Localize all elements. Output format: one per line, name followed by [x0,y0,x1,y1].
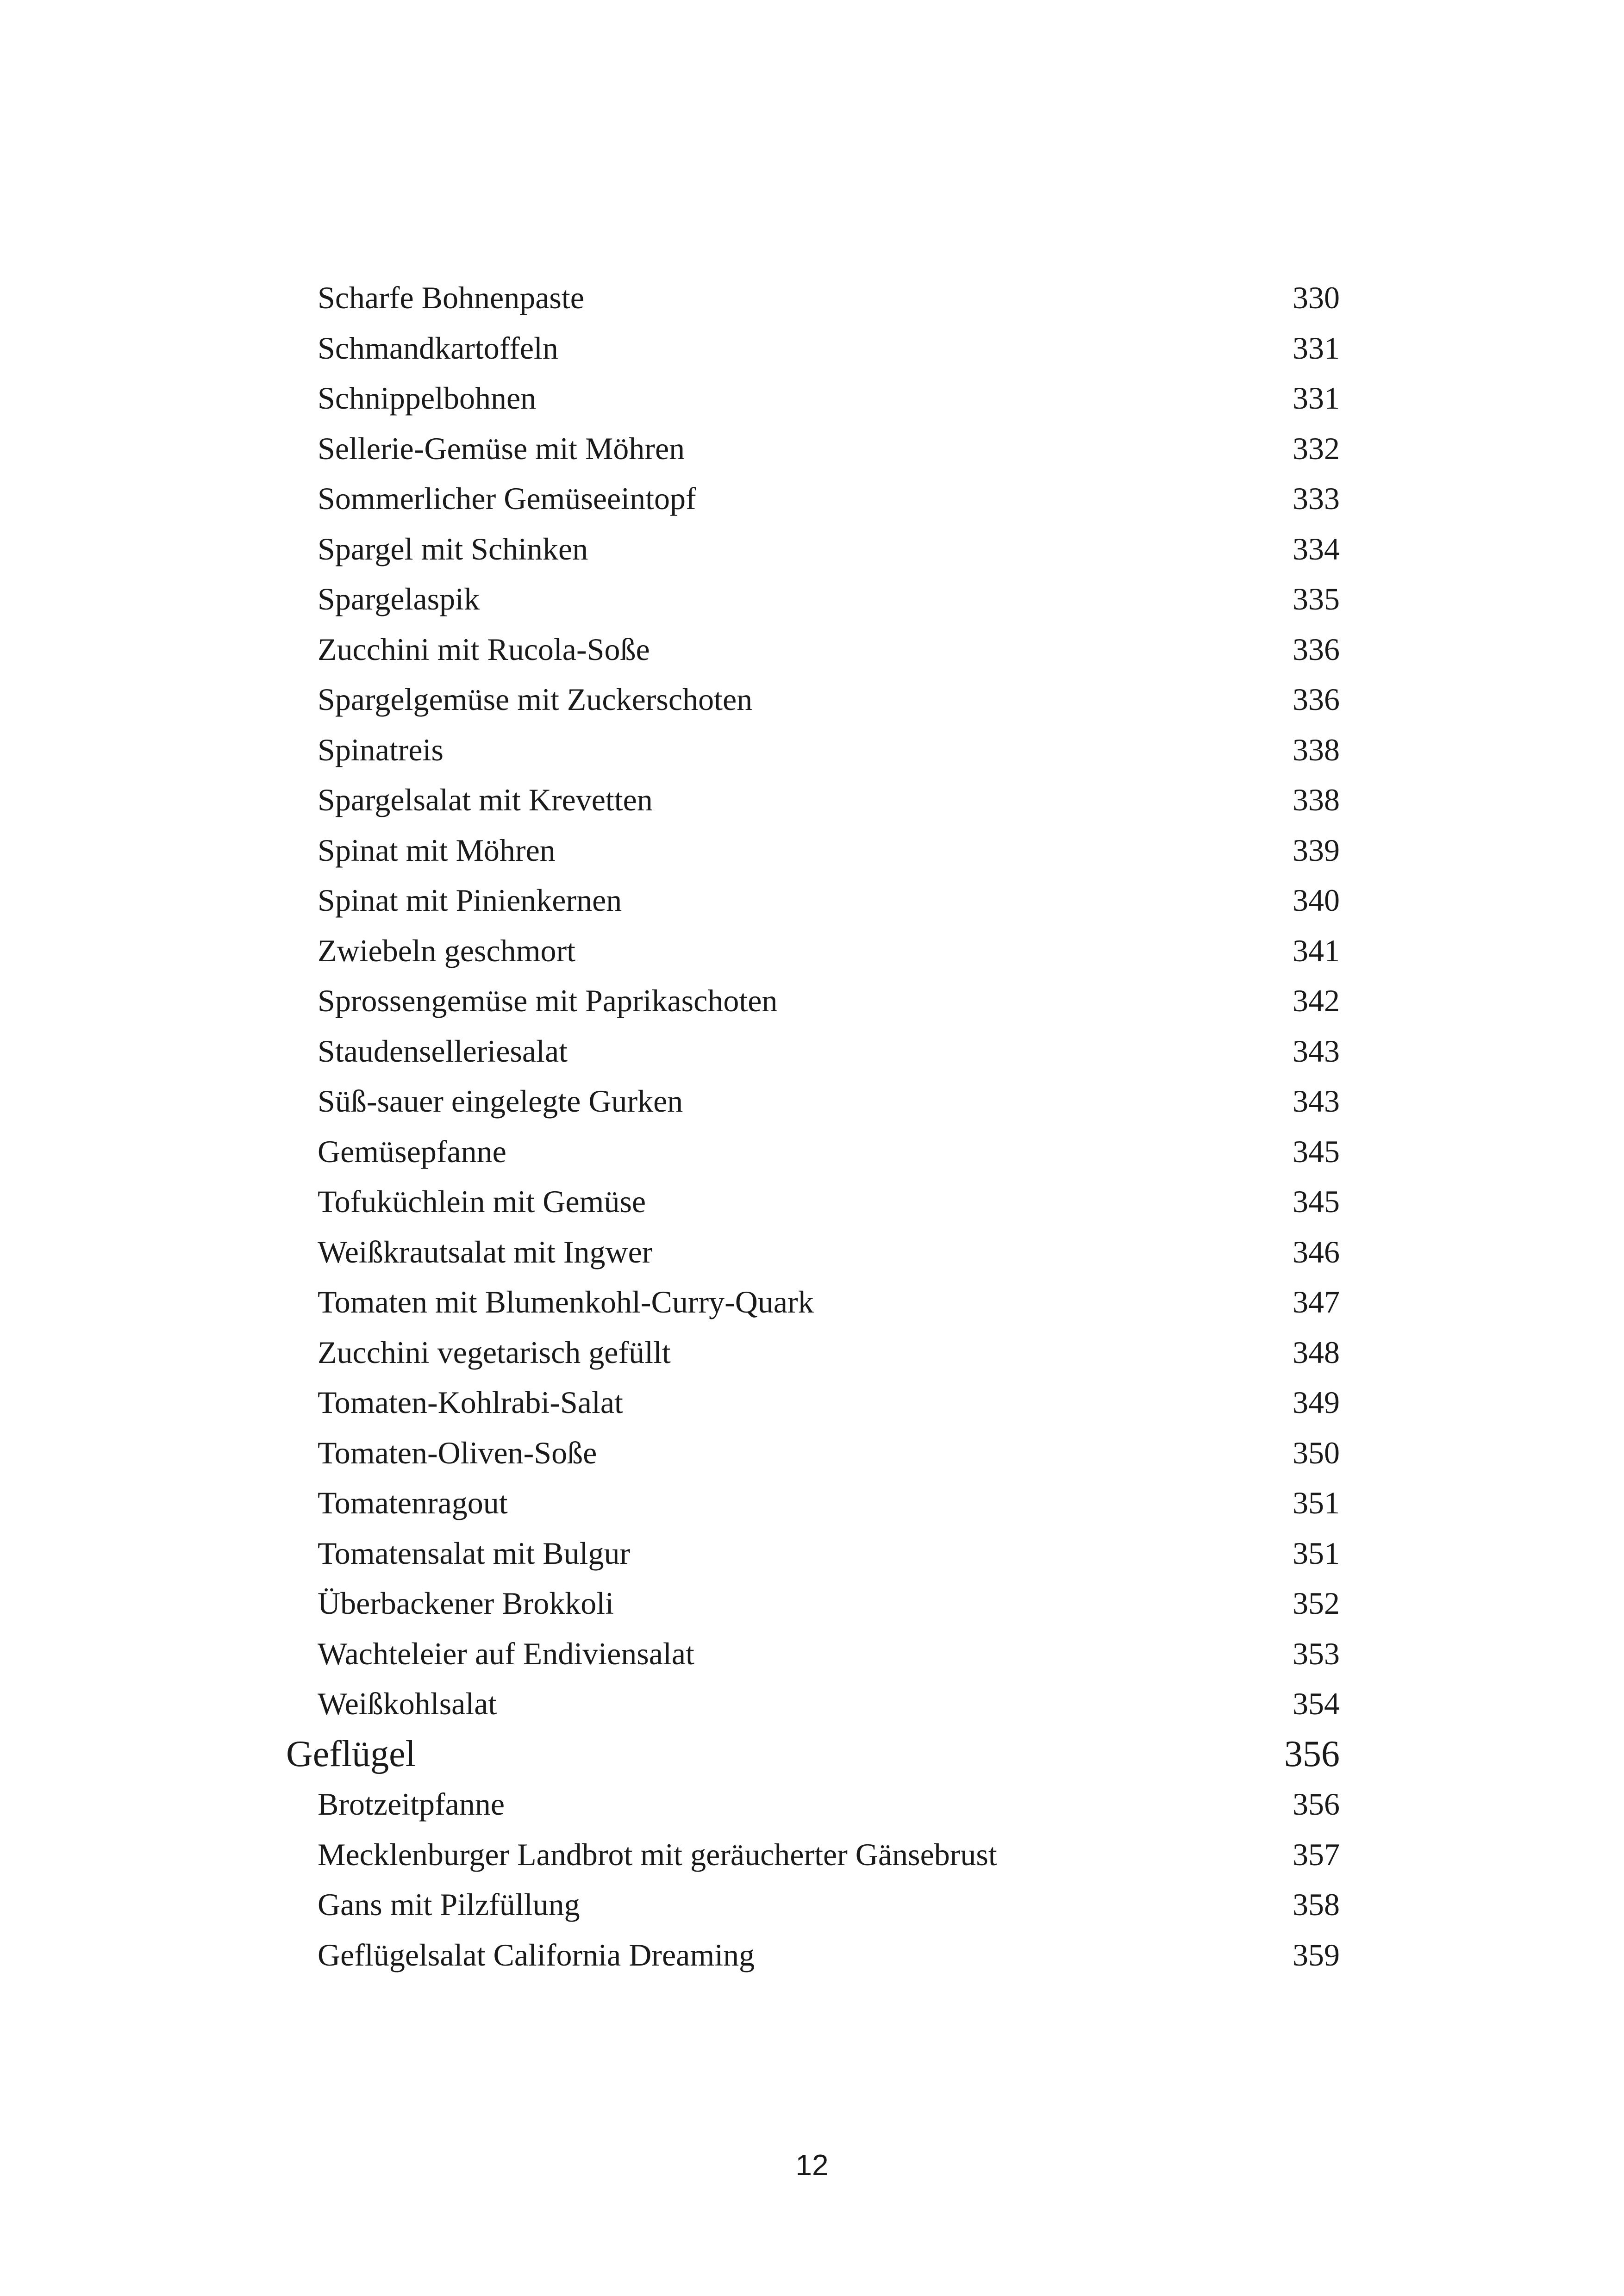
toc-entry-page: 350 [1293,1435,1340,1470]
toc-entry-title: Weißkrautsalat mit Ingwer [318,1234,653,1269]
toc-entry-title: Spinatreis [318,732,443,767]
toc-entry-title: Spargelaspik [318,581,480,616]
toc-entry-title: Weißkohlsalat [318,1686,497,1721]
toc-entry-title: Tomaten mit Blumenkohl-Curry-Quark [318,1284,814,1319]
toc-entry-title: Überbackener Brokkoli [318,1586,614,1621]
toc-entry-page: 343 [1293,1033,1340,1069]
toc-entry-page: 330 [1293,280,1340,315]
toc-entry-page: 359 [1293,1937,1340,1972]
toc-entry-title: Sprossengemüse mit Paprikaschoten [318,983,778,1018]
toc-entry-page: 354 [1293,1686,1340,1721]
toc-entry-title: Tomatensalat mit Bulgur [318,1535,631,1571]
toc-entry-page: 331 [1293,380,1340,416]
toc-entry-page: 346 [1293,1234,1340,1269]
toc-entry [0,727,1624,773]
toc-entry [0,1480,1624,1526]
page-number: 12 [795,2148,829,2182]
toc-entry [0,1329,1624,1375]
toc-entry [0,526,1624,572]
toc-entry-title: Mecklenburger Landbrot mit geräucherter Gänsebrust [318,1836,997,1872]
toc-entry [0,1028,1624,1074]
toc-entry-page: 334 [1293,531,1340,566]
toc-entry-title: Sellerie-Gemüse mit Möhren [318,430,685,466]
toc-entry-title: Gans mit Pilzfüllung [318,1887,580,1922]
toc-entry-title: Zwiebeln geschmort [318,933,576,968]
toc-entry-page: 356 [1293,1786,1340,1822]
toc-entry [0,626,1624,672]
toc-entry-title: Zucchini vegetarisch gefüllt [318,1334,671,1370]
toc-entry [0,1630,1624,1677]
toc-entry-page: 351 [1293,1535,1340,1571]
toc-entry [0,274,1624,321]
toc-entry-page: 358 [1293,1887,1340,1922]
toc-entry [0,1580,1624,1626]
toc-entry [0,1781,1624,1827]
toc-entry-page: 347 [1293,1284,1340,1319]
toc-entry [0,1881,1624,1928]
toc-entry [0,1379,1624,1425]
toc-entry-page: 333 [1293,481,1340,516]
toc-entry-page: 352 [1293,1586,1340,1621]
toc-entry-page: 340 [1293,883,1340,918]
toc-entry-page: 345 [1293,1184,1340,1219]
toc-entry-page: 339 [1293,832,1340,868]
toc-entry-page: 357 [1293,1836,1340,1872]
toc-entry-title: Sommerlicher Gemüseeintopf [318,481,696,516]
toc-entry-title: Tomaten-Oliven-Soße [318,1435,597,1470]
toc-entry-page: 335 [1293,581,1340,616]
toc-entry-title: Tomatenragout [318,1485,508,1520]
toc-section-title: Geflügel [286,1733,416,1774]
toc-entry-title: Zucchini mit Rucola-Soße [318,631,650,667]
toc-entry-title: Spargel mit Schinken [318,531,588,566]
toc-entry-title: Brotzeitpfanne [318,1786,505,1822]
toc-entry [0,1078,1624,1124]
toc-entry [0,1229,1624,1275]
toc-entry [0,475,1624,522]
toc-entry [0,676,1624,722]
toc-entry [0,1128,1624,1175]
toc-entry-title: Geflügelsalat California Dreaming [318,1937,755,1972]
toc-entry [0,1430,1624,1476]
toc-entry [0,1680,1624,1727]
toc-entry-title: Spinat mit Pinienkernen [318,883,622,918]
toc-entry-page: 342 [1293,983,1340,1018]
toc-entry [0,1932,1624,1978]
toc-section-page: 356 [1284,1733,1340,1774]
toc-entry [0,1178,1624,1225]
toc-entry-title: Scharfe Bohnenpaste [318,280,584,315]
toc-section-heading [0,1731,1624,1777]
toc-entry-page: 341 [1293,933,1340,968]
toc-entry [0,576,1624,622]
toc-entry-page: 331 [1293,330,1340,366]
toc-entry-title: Staudenselleriesalat [318,1033,568,1069]
toc-entry-title: Gemüsepfanne [318,1133,506,1169]
toc-entry-title: Tofuküchlein mit Gemüse [318,1184,646,1219]
toc-entry-page: 345 [1293,1133,1340,1169]
toc-entry [0,877,1624,923]
toc-entry [0,777,1624,823]
toc-entry-page: 353 [1293,1636,1340,1671]
toc-entry [0,1530,1624,1576]
toc-entry [0,977,1624,1024]
toc-entry-title: Spargelgemüse mit Zuckerschoten [318,682,753,717]
toc-entry [0,827,1624,873]
toc-entry [0,1831,1624,1878]
toc-entry-title: Süß-sauer eingelegte Gurken [318,1083,683,1119]
toc-entry-title: Spargelsalat mit Krevetten [318,782,653,817]
toc-entry-title: Wachteleier auf Endiviensalat [318,1636,694,1671]
toc-entry-page: 343 [1293,1083,1340,1119]
toc-entry-title: Tomaten-Kohlrabi-Salat [318,1385,623,1420]
toc-entry [0,325,1624,371]
toc-entry-page: 349 [1293,1385,1340,1420]
toc-entry-page: 338 [1293,782,1340,817]
toc-entry-title: Schnippelbohnen [318,380,537,416]
toc-entry [0,375,1624,421]
toc-entry [0,927,1624,974]
toc-entry-page: 332 [1293,430,1340,466]
toc-entry-page: 338 [1293,732,1340,767]
toc-entry-page: 348 [1293,1334,1340,1370]
toc-entry-page: 336 [1293,682,1340,717]
toc-entry-page: 336 [1293,631,1340,667]
toc-entry-title: Schmandkartoffeln [318,330,558,366]
toc-entry-title: Spinat mit Möhren [318,832,556,868]
toc-entry [0,425,1624,472]
toc-entry [0,1279,1624,1325]
toc-entry-page: 351 [1293,1485,1340,1520]
